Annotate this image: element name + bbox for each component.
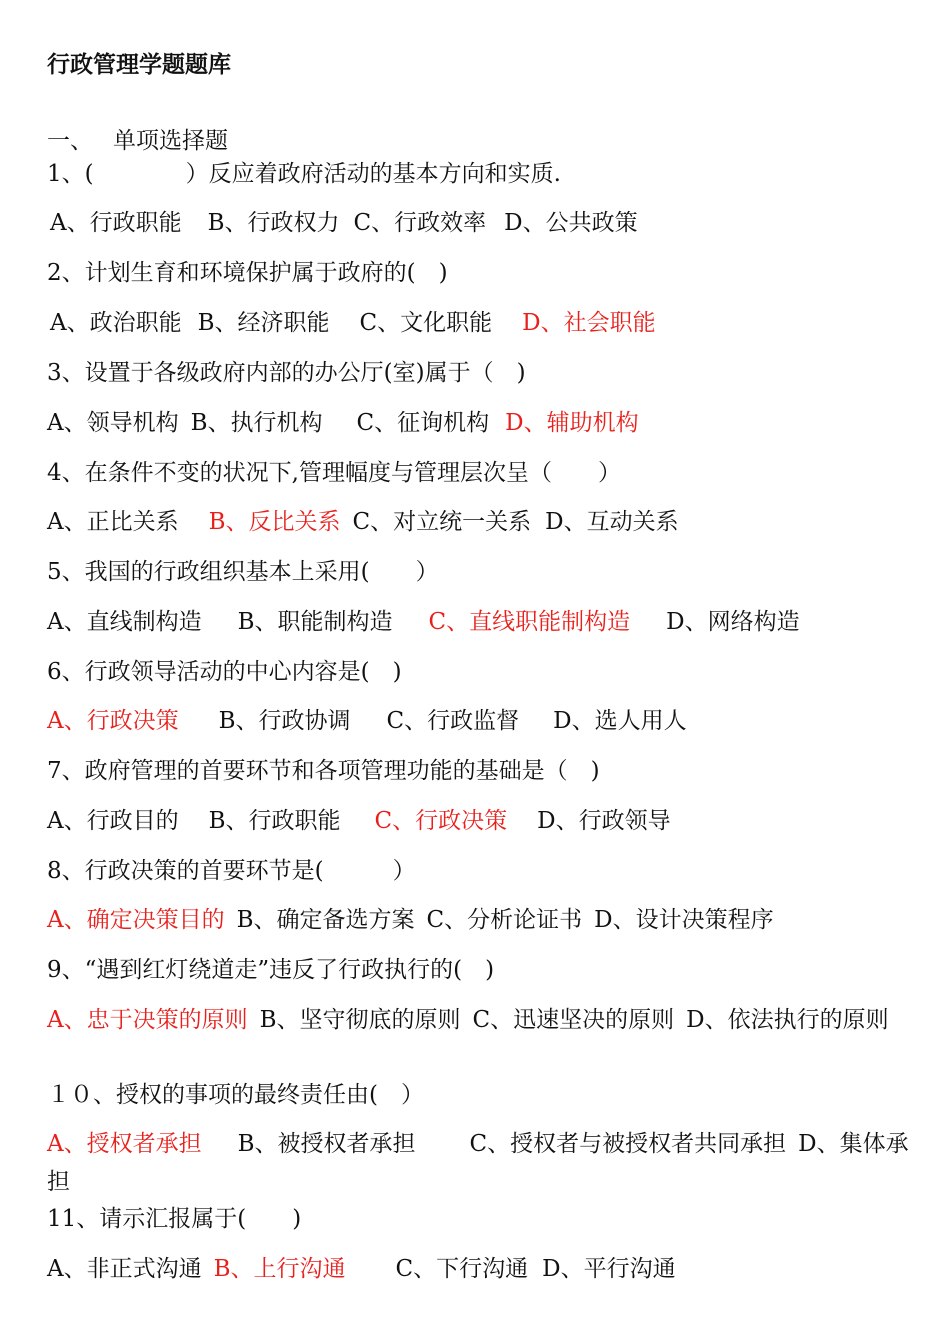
option-7-d: D、行政领导: [537, 808, 671, 834]
question-10: １０、授权的事项的最终责任由( ）: [47, 1082, 424, 1108]
option-6-d: D、选人用人: [553, 708, 687, 734]
option-4-b: B、反比关系: [208, 509, 341, 535]
option-3-b: B、执行机构: [190, 410, 323, 436]
option-11-b: B、上行沟通: [213, 1256, 346, 1282]
option-11-d: D、平行沟通: [542, 1256, 676, 1282]
option-9-b: B、坚守彻底的原则: [259, 1007, 461, 1033]
option-11-a: A、非正式沟通: [47, 1256, 202, 1282]
options-1: [50, 204, 910, 242]
option-9-a: A、忠于决策的原则: [47, 1007, 248, 1033]
option-10-b: B、被授权者承担: [237, 1131, 416, 1157]
question-9: 9、“遇到红灯绕道走”违反了行政执行的( ): [47, 957, 495, 983]
option-1-b: B、行政权力: [207, 210, 340, 236]
options-8: [47, 901, 910, 939]
option-4-a: A、正比关系: [47, 509, 179, 535]
options-11: [47, 1250, 910, 1288]
option-7-a: A、行政目的: [47, 808, 179, 834]
options-6: [47, 702, 910, 740]
option-4-c: C、对立统一关系: [352, 509, 532, 535]
option-11-c: C、下行沟通: [395, 1256, 529, 1282]
question-6: 6、行政领导活动的中心内容是( ): [47, 659, 402, 685]
question-7: 7、政府管理的首要环节和各项管理功能的基础是（ ): [47, 758, 600, 784]
question-3: 3、设置于各级政府内部的办公厅(室)属于（ ): [47, 360, 526, 386]
option-6-c: C、行政监督: [386, 708, 520, 734]
option-3-d: D、辅助机构: [505, 410, 639, 436]
question-11: 11、请示汇报属于( ): [47, 1206, 302, 1232]
option-1-a: A、行政职能: [50, 210, 182, 236]
option-7-b: B、行政职能: [208, 808, 341, 834]
section-number: 一、: [47, 128, 93, 154]
section-heading: [47, 122, 228, 155]
option-1-d: D、公共政策: [504, 210, 638, 236]
option-6-a: A、行政决策: [47, 708, 179, 734]
section-label: 单项选择题: [113, 128, 228, 154]
question-1: 1、( ）反应着政府活动的基本方向和实质.: [47, 161, 561, 187]
option-5-d: D、网络构造: [666, 609, 800, 635]
option-5-a: A、直线制构造: [47, 609, 202, 635]
option-10-a: A、授权者承担: [47, 1131, 202, 1157]
option-3-c: C、征询机构: [356, 410, 490, 436]
option-5-b: B、职能制构造: [237, 609, 393, 635]
options-9: [47, 1001, 910, 1039]
options-7: [47, 802, 910, 840]
question-2: 2、计划生育和环境保护属于政府的( ): [47, 260, 448, 286]
options-2: [50, 304, 910, 342]
document-title: 行政管理学题题库: [47, 52, 231, 78]
option-8-b: B、确定备选方案: [236, 907, 415, 933]
question-5: 5、我国的行政组织基本上采用( ）: [47, 559, 439, 585]
option-6-b: B、行政协调: [218, 708, 351, 734]
options-10: [47, 1125, 910, 1201]
options-5: [47, 603, 910, 641]
option-1-c: C、行政效率: [353, 210, 487, 236]
option-2-d: D、社会职能: [522, 310, 656, 336]
options-3: [47, 404, 910, 442]
option-2-b: B、经济职能: [197, 310, 330, 336]
options-4: [47, 503, 910, 541]
option-8-d: D、设计决策程序: [594, 907, 774, 933]
option-9-c: C、迅速坚决的原则: [472, 1007, 675, 1033]
option-7-c: C、行政决策: [374, 808, 508, 834]
option-10-c: C、授权者与被授权者共同承担: [469, 1131, 787, 1157]
option-4-d: D、互动关系: [545, 509, 679, 535]
option-10-d: D、集体承担: [47, 1131, 909, 1195]
option-9-d: D、依法执行的原则: [686, 1007, 889, 1033]
option-2-c: C、文化职能: [359, 310, 493, 336]
option-3-a: A、领导机构: [47, 410, 179, 436]
option-5-c: C、直线职能制构造: [428, 609, 631, 635]
question-8: 8、行政决策的首要环节是( ）: [47, 858, 416, 884]
option-8-c: C、分析论证书: [426, 907, 583, 933]
option-2-a: A、政治职能: [50, 310, 182, 336]
option-8-a: A、确定决策目的: [47, 907, 225, 933]
question-4: 4、在条件不变的状况下,管理幅度与管理层次呈（ ）: [47, 460, 621, 486]
